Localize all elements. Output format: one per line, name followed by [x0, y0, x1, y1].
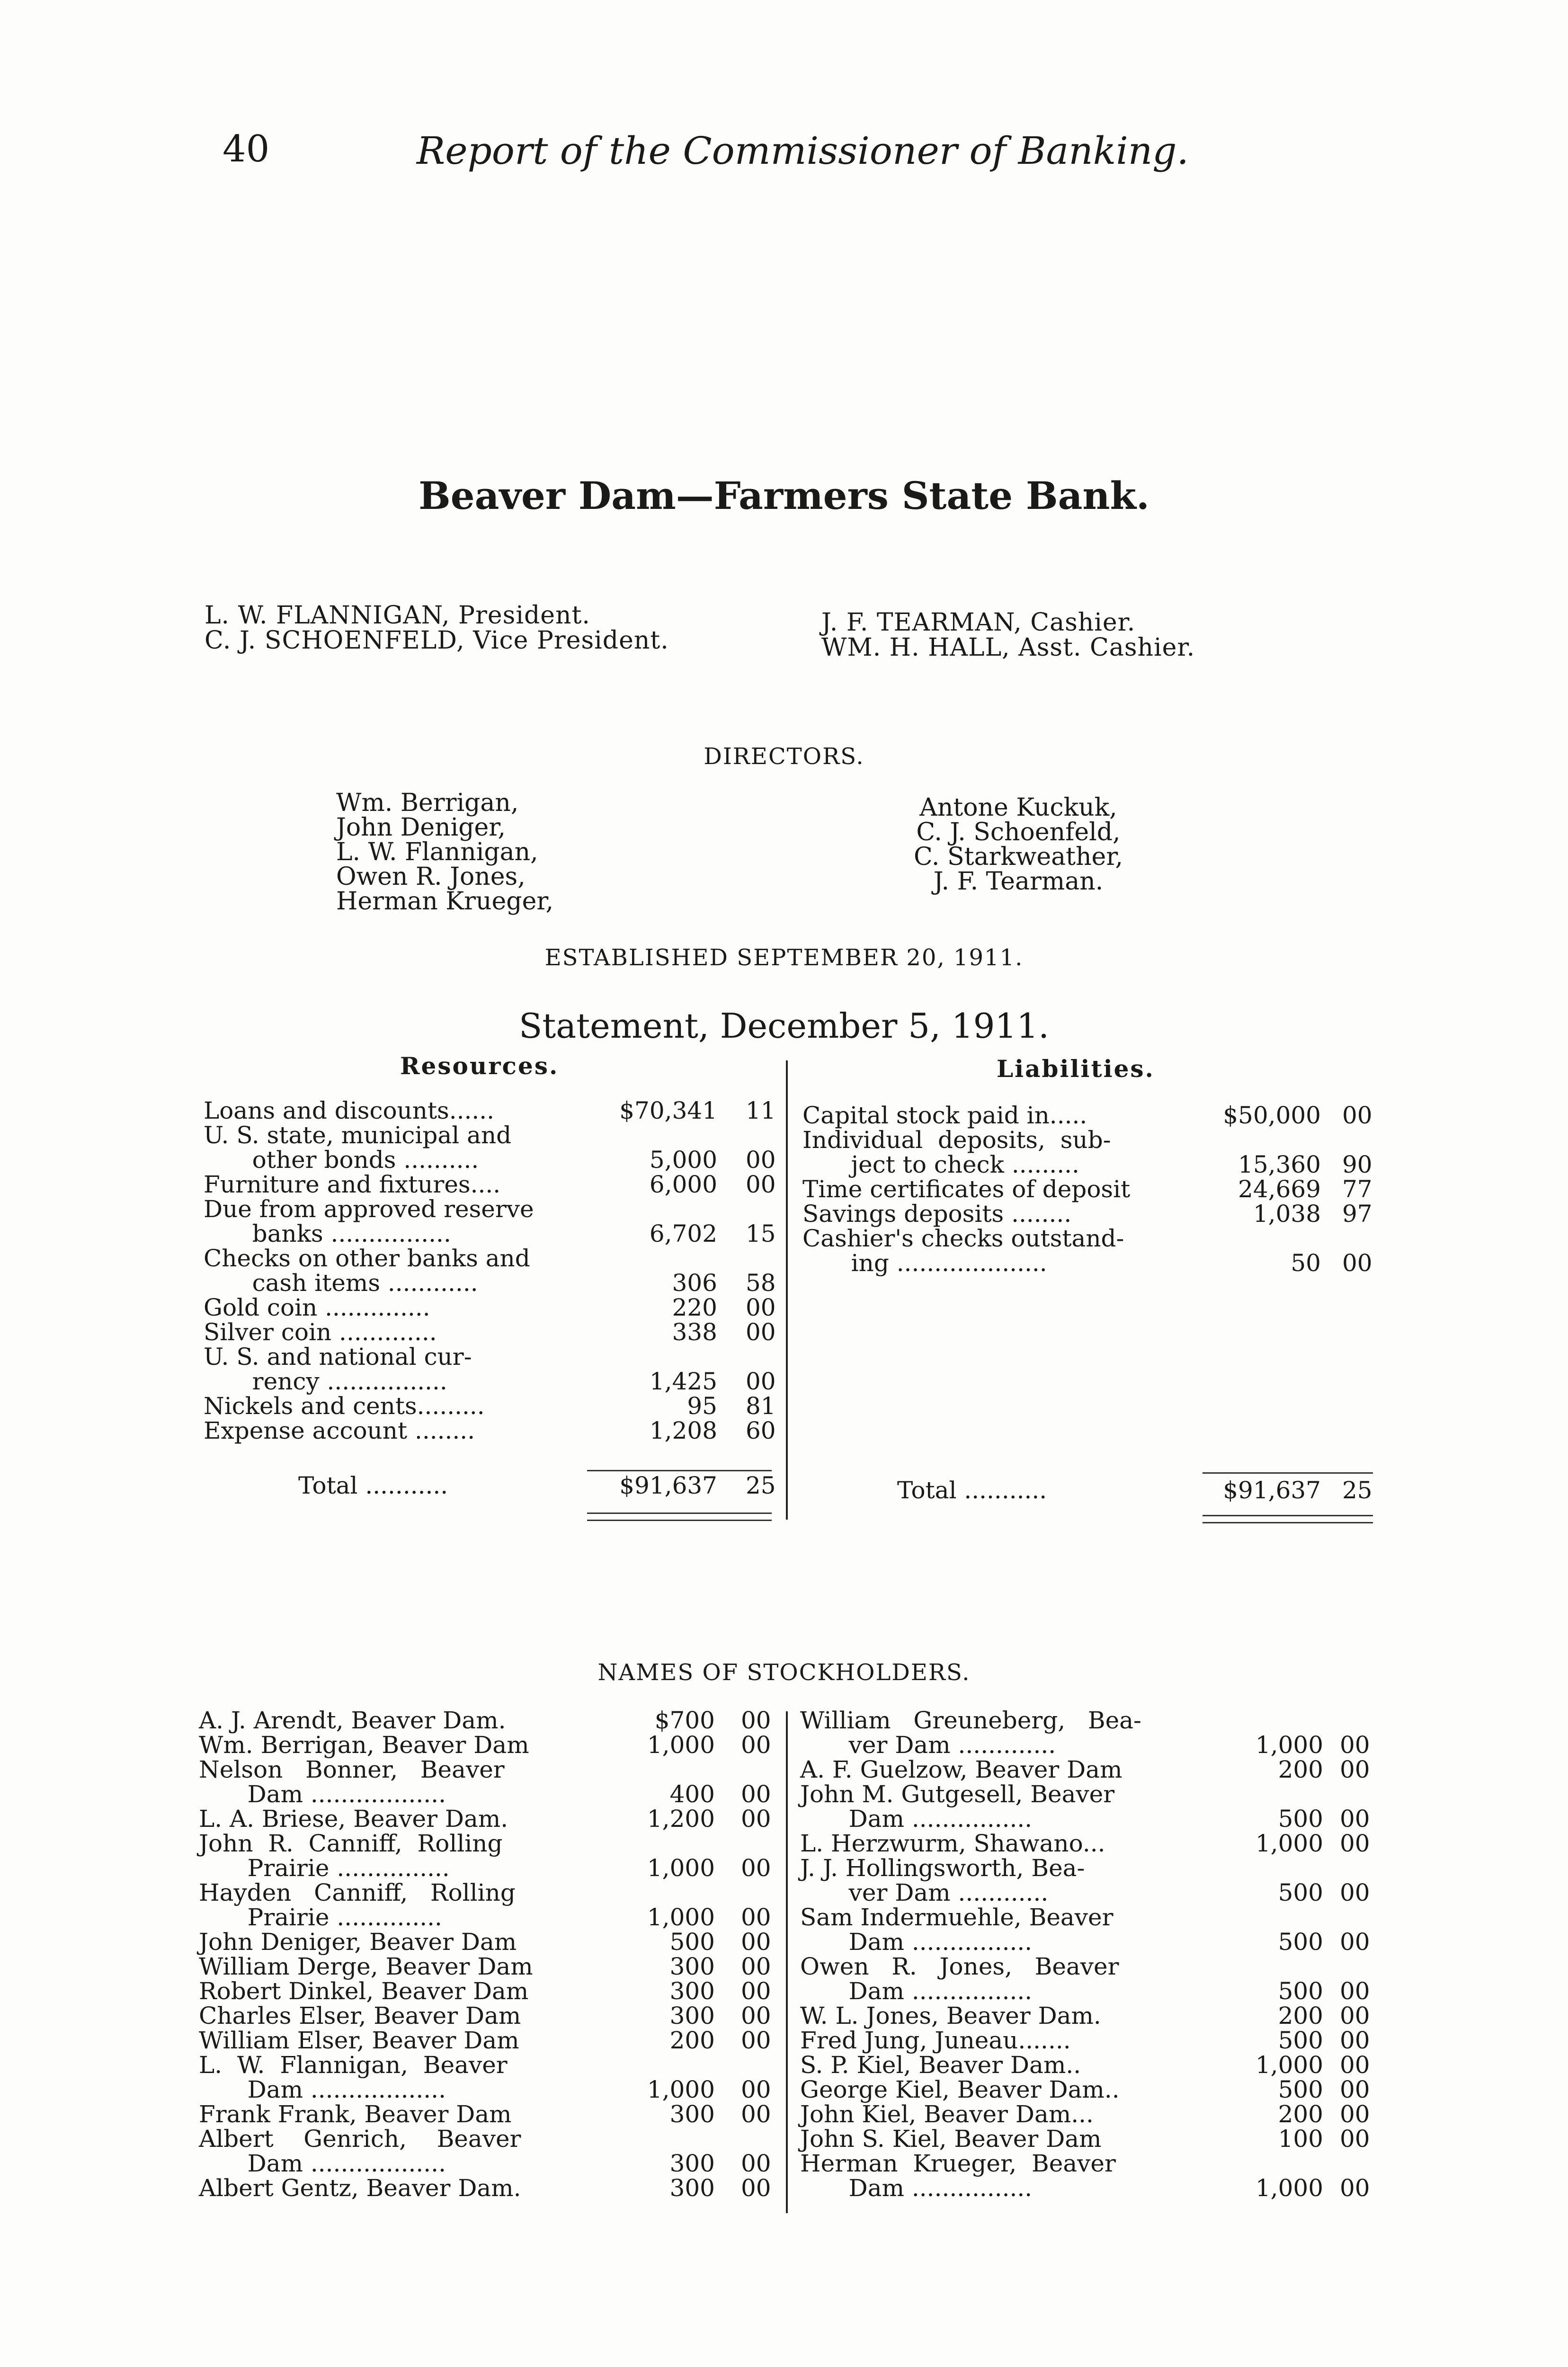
table-row	[199, 1954, 774, 1979]
row-label: Gold coin ..............	[204, 1294, 430, 1321]
table-row	[204, 1344, 772, 1369]
table-row	[199, 2028, 774, 2053]
row-label: W. L. Jones, Beaver Dam.	[800, 2002, 1101, 2029]
liabilities-table	[802, 1103, 1375, 1275]
director-name: Wm. Berrigan,	[336, 789, 519, 817]
row-label: Checks on other banks and	[204, 1245, 530, 1272]
row-cents: 00	[741, 1707, 771, 1734]
table-row	[199, 1979, 774, 2003]
table-row	[199, 2127, 774, 2151]
table-row	[199, 1930, 774, 1954]
row-label: L. Herzwurm, Shawano...	[800, 1830, 1105, 1857]
row-label: Dam ................	[826, 1805, 1033, 1833]
row-label: Savings deposits ........	[802, 1200, 1072, 1228]
table-row	[800, 1979, 1375, 2003]
resources-table	[204, 1097, 776, 1444]
row-dollars: 300	[669, 2150, 715, 2177]
table-row	[800, 1954, 1375, 1979]
row-cents: 00	[1340, 2076, 1370, 2103]
stockholders-left-table	[199, 1708, 774, 2200]
table-row	[800, 1782, 1375, 1806]
table-row	[204, 1417, 776, 1444]
row-label: L. A. Briese, Beaver Dam.	[199, 1805, 508, 1833]
table-row	[204, 1197, 772, 1221]
row-label: ver Dam .............	[826, 1731, 1056, 1759]
table-row	[800, 2003, 1375, 2028]
row-dollars: 24,669	[1238, 1175, 1321, 1203]
row-cents: 00	[746, 1171, 776, 1198]
table-row	[800, 2028, 1375, 2053]
officer-asst-cashier: WM. H. HALL, Asst. Cashier.	[821, 633, 1195, 662]
row-label: John S. Kiel, Beaver Dam	[800, 2125, 1102, 2153]
table-row	[204, 1392, 776, 1420]
row-label: Loans and discounts......	[204, 1097, 495, 1124]
row-dollars: 1,000	[647, 2076, 715, 2103]
table-row	[199, 1880, 774, 1905]
table-row	[199, 2102, 774, 2127]
table-row	[800, 1806, 1375, 1831]
row-cents: 00	[741, 1904, 771, 1931]
table-row	[204, 1220, 776, 1247]
row-dollars: 300	[669, 1953, 715, 1980]
row-dollars: 1,000	[647, 1731, 715, 1759]
table-row	[800, 2102, 1375, 2127]
row-label: William Greuneberg, Bea-	[800, 1707, 1141, 1734]
row-label: John Deniger, Beaver Dam	[199, 1928, 517, 1956]
table-row	[800, 1880, 1375, 1905]
row-label: Sam Indermuehle, Beaver	[800, 1904, 1114, 1931]
resources-heading: Resources.	[400, 1052, 559, 1080]
table-row	[199, 2176, 774, 2200]
row-label: Dam ..................	[225, 2150, 446, 2177]
row-cents: 00	[1340, 2027, 1370, 2054]
row-label: Capital stock paid in.....	[802, 1102, 1087, 1129]
row-cents: 00	[741, 1977, 771, 2005]
row-label: Owen R. Jones, Beaver	[800, 1953, 1119, 1980]
table-row	[204, 1269, 776, 1297]
row-dollars: 500	[1278, 1977, 1323, 2005]
row-cents: 11	[746, 1097, 776, 1124]
total-label: Total ...........	[897, 1477, 1047, 1504]
row-label: S. P. Kiel, Beaver Dam..	[800, 2051, 1081, 2079]
row-cents: 00	[741, 2100, 771, 2128]
table-row	[204, 1097, 776, 1124]
row-label: ing ....................	[829, 1249, 1047, 1277]
total-dollars: $91,637	[1223, 1477, 1321, 1504]
row-cents: 90	[1342, 1151, 1372, 1178]
row-dollars: 5,000	[649, 1146, 717, 1174]
row-cents: 00	[1340, 1928, 1370, 1956]
row-label: Dam ..................	[225, 1780, 446, 1808]
row-label: Albert Gentz, Beaver Dam.	[199, 2174, 521, 2202]
statement-column-divider	[786, 1060, 788, 1520]
row-cents: 00	[741, 2002, 771, 2029]
bank-title: Beaver Dam—Farmers State Bank.	[419, 473, 1149, 518]
table-row	[204, 1146, 776, 1174]
resources-double-rule-b	[587, 1520, 772, 1521]
table-row	[802, 1103, 1375, 1128]
row-cents: 00	[1340, 1756, 1370, 1783]
table-row	[800, 2127, 1375, 2151]
row-cents: 00	[746, 1318, 776, 1346]
row-cents: 00	[1340, 2051, 1370, 2079]
row-label: U. S. state, municipal and	[204, 1121, 512, 1149]
table-row	[204, 1123, 772, 1148]
row-dollars: 500	[1278, 2076, 1323, 2103]
row-dollars: 500	[669, 1928, 715, 1956]
table-row	[800, 1930, 1375, 1954]
statement-title: Statement, December 5, 1911.	[519, 1006, 1049, 1046]
row-cents: 97	[1342, 1200, 1372, 1228]
table-row	[199, 2077, 774, 2102]
row-dollars: 220	[672, 1294, 717, 1321]
total-label: Total ...........	[298, 1472, 448, 1499]
row-cents: 00	[746, 1368, 776, 1395]
row-label: Individual deposits, sub-	[802, 1126, 1111, 1154]
row-dollars: 300	[669, 1977, 715, 2005]
row-label: cash items ............	[230, 1269, 478, 1297]
row-cents: 00	[1342, 1249, 1372, 1277]
row-dollars: 200	[1278, 2100, 1323, 2128]
table-row	[802, 1251, 1375, 1275]
row-cents: 81	[746, 1392, 776, 1420]
row-dollars: 1,000	[1255, 2174, 1323, 2202]
established-line: ESTABLISHED SEPTEMBER 20, 1911.	[544, 944, 1024, 971]
liabilities-total-row	[802, 1478, 1375, 1503]
row-cents: 00	[741, 1854, 771, 1882]
table-row	[199, 2053, 774, 2077]
liabilities-double-rule-a	[1203, 1515, 1373, 1516]
director-name: J. F. Tearman.	[933, 867, 1104, 896]
row-label: Prairie ...............	[225, 1854, 450, 1882]
row-cents: 00	[741, 1928, 771, 1956]
row-label: Expense account ........	[204, 1417, 475, 1444]
row-label: Time certificates of deposit	[802, 1175, 1131, 1203]
row-label: rency ................	[230, 1368, 447, 1395]
row-cents: 00	[1340, 1879, 1370, 1906]
row-label: other bonds ..........	[230, 1146, 479, 1174]
row-cents: 00	[1340, 2125, 1370, 2153]
row-dollars: 1,000	[1255, 2051, 1323, 2079]
row-label: John M. Gutgesell, Beaver	[800, 1780, 1115, 1808]
row-cents: 00	[741, 2150, 771, 2177]
row-dollars: 1,000	[1255, 1731, 1323, 1759]
row-cents: 60	[746, 1417, 776, 1444]
row-label: Fred Jung, Juneau.......	[800, 2027, 1071, 2054]
row-dollars: 1,200	[647, 1805, 715, 1833]
row-cents: 00	[741, 1805, 771, 1833]
row-label: Dam ................	[826, 2174, 1033, 2202]
row-cents: 00	[741, 1953, 771, 1980]
table-row	[800, 2176, 1375, 2200]
row-dollars: 338	[672, 1318, 717, 1346]
row-label: John R. Canniff, Rolling	[199, 1830, 503, 1857]
row-dollars: 300	[669, 2002, 715, 2029]
row-cents: 00	[741, 2027, 771, 2054]
table-row	[800, 2077, 1375, 2102]
row-cents: 00	[746, 1146, 776, 1174]
row-cents: 00	[1340, 1977, 1370, 2005]
row-dollars: $700	[654, 1707, 715, 1734]
row-dollars: 6,000	[649, 1171, 717, 1198]
table-row	[199, 2151, 774, 2176]
table-row	[802, 1226, 1375, 1251]
row-label: A. J. Arendt, Beaver Dam.	[199, 1707, 506, 1734]
director-name: Owen R. Jones,	[336, 863, 526, 891]
row-label: Hayden Canniff, Rolling	[199, 1879, 516, 1906]
row-cents: 00	[1340, 1805, 1370, 1833]
row-label: ver Dam ............	[826, 1879, 1049, 1906]
row-label: Silver coin .............	[204, 1318, 437, 1346]
table-row	[802, 1201, 1375, 1226]
director-name: C. J. Schoenfeld,	[916, 818, 1121, 846]
row-cents: 58	[746, 1269, 776, 1297]
table-row	[800, 1733, 1375, 1757]
directors-left-list	[336, 791, 553, 914]
row-dollars: 300	[669, 2174, 715, 2202]
officer-vice-president: C. J. SCHOENFELD, Vice President.	[205, 626, 669, 655]
total-dollars: $91,637	[619, 1472, 717, 1499]
row-dollars: 400	[669, 1780, 715, 1808]
directors-heading: DIRECTORS.	[704, 743, 864, 770]
officer-cashier: J. F. TEARMAN, Cashier.	[821, 608, 1136, 637]
row-label: Frank Frank, Beaver Dam	[199, 2100, 512, 2128]
table-row	[800, 1856, 1375, 1880]
table-row	[199, 1831, 774, 1856]
row-label: Cashier's checks outstand-	[802, 1225, 1124, 1252]
row-label: George Kiel, Beaver Dam..	[800, 2076, 1120, 2103]
table-row	[199, 1708, 774, 1733]
row-cents: 00	[1340, 2002, 1370, 2029]
resources-double-rule-a	[587, 1513, 772, 1514]
table-row	[800, 2053, 1375, 2077]
row-dollars: 500	[1278, 2027, 1323, 2054]
table-row	[800, 1905, 1375, 1930]
row-label: Furniture and fixtures....	[204, 1171, 501, 1198]
table-row	[199, 2003, 774, 2028]
row-dollars: $70,341	[619, 1097, 717, 1124]
row-dollars: 50	[1291, 1249, 1321, 1277]
row-dollars: 500	[1278, 1879, 1323, 1906]
director-name: Antone Kuckuk,	[919, 793, 1117, 822]
liabilities-double-rule-b	[1203, 1522, 1373, 1523]
row-label: John Kiel, Beaver Dam...	[800, 2100, 1094, 2128]
running-title: Report of the Commissioner of Banking.	[417, 129, 1189, 173]
row-cents: 00	[741, 1780, 771, 1808]
row-dollars: 300	[669, 2100, 715, 2128]
row-label: Prairie ..............	[225, 1904, 442, 1931]
table-row	[199, 1757, 774, 1782]
table-row	[199, 1856, 774, 1880]
row-cents: 00	[1340, 1830, 1370, 1857]
table-row	[800, 1831, 1375, 1856]
row-dollars: 200	[669, 2027, 715, 2054]
row-label: Due from approved reserve	[204, 1195, 534, 1223]
row-label: A. F. Guelzow, Beaver Dam	[800, 1756, 1123, 1783]
row-dollars: 95	[687, 1392, 717, 1420]
row-label: J. J. Hollingsworth, Bea-	[800, 1854, 1085, 1882]
row-cents: 15	[746, 1220, 776, 1247]
row-label: Dam ..................	[225, 2076, 446, 2103]
row-dollars: 15,360	[1238, 1151, 1321, 1178]
row-label: Robert Dinkel, Beaver Dam	[199, 1977, 529, 2005]
row-label: L. W. Flannigan, Beaver	[199, 2051, 508, 2079]
row-cents: 00	[741, 2076, 771, 2103]
row-label: Albert Genrich, Beaver	[199, 2125, 521, 2153]
table-row	[204, 1368, 776, 1395]
table-row	[204, 1171, 776, 1198]
stockholders-heading: NAMES OF STOCKHOLDERS.	[597, 1659, 971, 1686]
row-cents: 77	[1342, 1175, 1372, 1203]
row-label: ject to check .........	[829, 1151, 1079, 1178]
row-cents: 00	[1340, 2174, 1370, 2202]
total-cents: 25	[1342, 1477, 1372, 1504]
row-cents: 00	[746, 1294, 776, 1321]
row-label: Nelson Bonner, Beaver	[199, 1756, 505, 1783]
table-row	[204, 1246, 772, 1271]
table-row	[204, 1294, 776, 1321]
row-label: Charles Elser, Beaver Dam	[199, 2002, 521, 2029]
stockholders-right-table	[800, 1708, 1375, 2200]
row-dollars: 1,038	[1253, 1200, 1321, 1228]
row-dollars: 500	[1278, 1805, 1323, 1833]
director-name: C. Starkweather,	[914, 843, 1123, 871]
row-dollars: 500	[1278, 1928, 1323, 1956]
row-dollars: $50,000	[1223, 1102, 1321, 1129]
row-dollars: 100	[1278, 2125, 1323, 2153]
director-name: John Deniger,	[336, 813, 506, 842]
row-label: Nickels and cents.........	[204, 1392, 485, 1420]
total-cents: 25	[746, 1472, 776, 1499]
director-name: Herman Krueger,	[336, 887, 554, 916]
table-row	[802, 1128, 1375, 1152]
officer-president: L. W. FLANNIGAN, President.	[205, 601, 590, 630]
stockholders-column-divider	[786, 1711, 788, 2213]
resources-total-rule	[587, 1470, 772, 1471]
row-dollars: 1,425	[649, 1368, 717, 1395]
table-row	[204, 1318, 776, 1346]
directors-right-list	[914, 795, 1123, 894]
row-dollars: 200	[1278, 2002, 1323, 2029]
table-row	[802, 1152, 1375, 1177]
row-label: U. S. and national cur-	[204, 1343, 472, 1370]
table-row	[199, 1733, 774, 1757]
row-label: William Elser, Beaver Dam	[199, 2027, 519, 2054]
row-dollars: 306	[672, 1269, 717, 1297]
table-row	[800, 1757, 1375, 1782]
table-row	[199, 1806, 774, 1831]
liabilities-heading: Liabilities.	[997, 1055, 1155, 1083]
director-name: L. W. Flannigan,	[336, 838, 538, 866]
row-cents: 00	[741, 2174, 771, 2202]
row-label: banks ................	[230, 1220, 451, 1247]
row-dollars: 6,702	[649, 1220, 717, 1247]
table-row	[802, 1177, 1375, 1201]
row-label: William Derge, Beaver Dam	[199, 1953, 533, 1980]
resources-total-row	[204, 1472, 776, 1499]
row-label: Wm. Berrigan, Beaver Dam	[199, 1731, 529, 1759]
row-cents: 00	[741, 1731, 771, 1759]
row-dollars: 1,000	[647, 1904, 715, 1931]
row-cents: 00	[1340, 1731, 1370, 1759]
page-number: 40	[223, 128, 270, 170]
liabilities-total-rule	[1203, 1472, 1373, 1474]
table-row	[800, 1708, 1375, 1733]
row-dollars: 200	[1278, 1756, 1323, 1783]
row-dollars: 1,000	[1255, 1830, 1323, 1857]
row-dollars: 1,208	[649, 1417, 717, 1444]
table-row	[800, 2151, 1375, 2176]
row-label: Herman Krueger, Beaver	[800, 2150, 1116, 2177]
table-row	[199, 1782, 774, 1806]
row-label: Dam ................	[826, 1928, 1033, 1956]
row-label: Dam ................	[826, 1977, 1033, 2005]
row-dollars: 1,000	[647, 1854, 715, 1882]
row-cents: 00	[1340, 2100, 1370, 2128]
table-row	[199, 1905, 774, 1930]
row-cents: 00	[1342, 1102, 1372, 1129]
